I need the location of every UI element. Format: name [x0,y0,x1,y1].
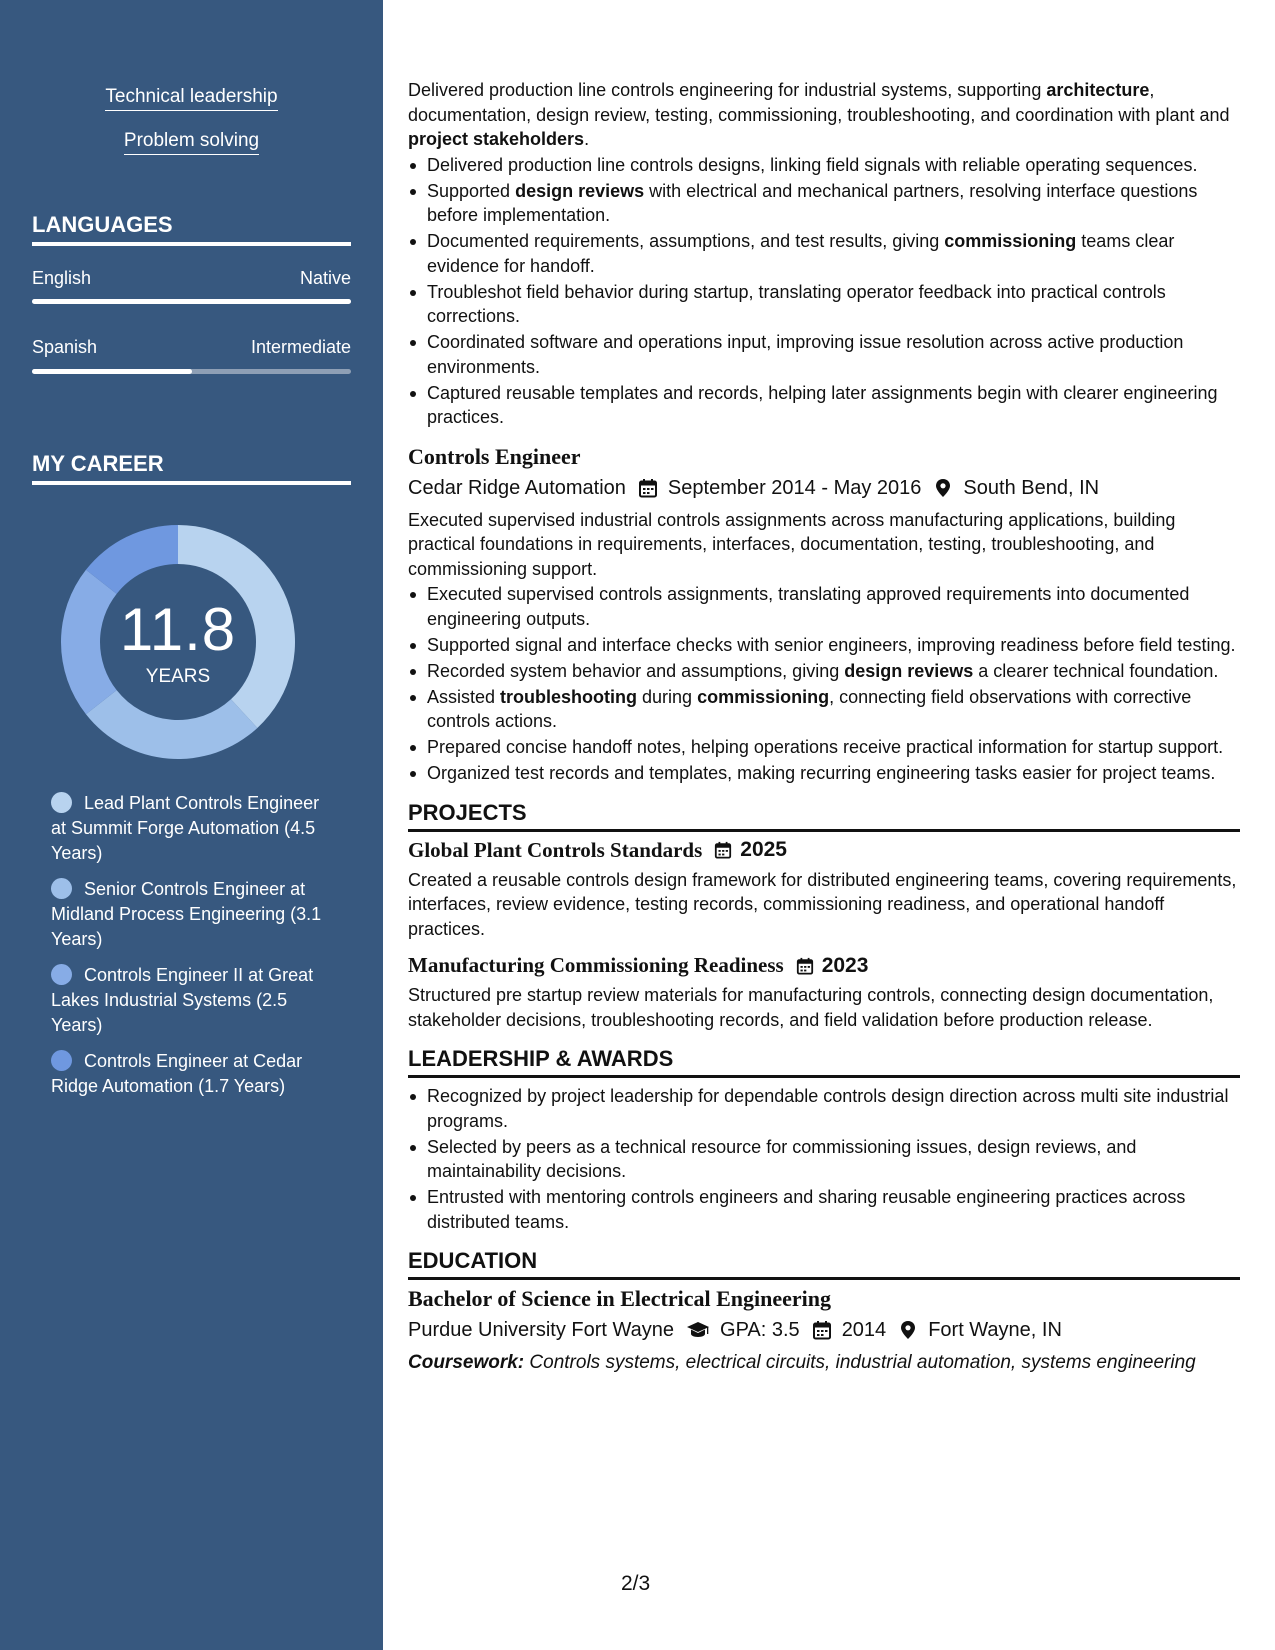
text-segment: Troubleshot field behavior during startup, translating operator feedback into practical controls corrections. [427,281,1166,326]
coursework-text: Controls systems, electrical circuits, industrial automation, systems engineering [524,1352,1196,1373]
education-heading: EDUCATION [408,1248,1240,1280]
company-name: Cedar Ridge Automation [408,476,626,499]
bullet-item [408,1185,1240,1234]
text-segment: Coordinated software and operations input, improving issue resolution across active production environments. [427,332,1184,377]
job-bullets [408,582,1240,786]
legend-dot [51,792,72,813]
bold-keyword: architecture [1046,80,1150,100]
text-segment: a clearer technical foundation. [973,660,1219,681]
text-segment: Documented requirements, assumptions, and test results, giving [427,231,945,251]
graduation-cap-icon [686,1320,710,1340]
language-bar-fill [32,299,351,304]
project-title: Global Plant Controls Standards 2025 [408,837,787,862]
project-title: Manufacturing Commissioning Readiness 2023 [408,953,869,977]
calendar-icon [812,1320,832,1340]
bold-keyword: troubleshooting [500,686,638,707]
language-level: Native [299,268,351,288]
bullet-item [408,1084,1240,1133]
skill-item: Technical leadership [0,86,383,111]
text-segment: during [637,686,698,707]
awards-heading: LEADERSHIP & AWARDS [408,1046,1240,1078]
text-segment: Executed supervised controls assignments, translating approved requirements into documented engineering outputs. [427,584,1190,629]
career-legend-item: Senior Controls Engineer at Midland Process Engineering (3.1 Years) [51,879,322,949]
career-heading: MY CAREER [32,451,351,485]
calendar-icon [796,957,814,975]
project-year: 2025 [740,838,787,861]
text-segment: Selected by peers as a technical resource for commissioning issues, design reviews, and maintainability decisions. [427,1136,1137,1181]
text-segment: Prepared concise handoff notes, helping operations receive practical information for startup support. [427,737,1224,757]
career-legend-item: Lead Plant Controls Engineer at Summit Forge Automation (4.5 Years) [51,793,320,863]
location-pin-icon [898,1320,918,1340]
job-location: South Bend, IN [963,476,1100,499]
language-bar [32,369,351,374]
project-year: 2023 [821,953,869,977]
experience-bullets [408,153,1240,430]
job-summary [408,508,1240,582]
bullet-item [408,381,1240,430]
location-pin-icon [933,478,953,498]
page-number: 2/3 [621,1572,651,1595]
bullet-item [408,685,1240,734]
career-total-value: 11.8 [119,596,237,663]
legend-dot [51,1050,72,1071]
languages-heading: LANGUAGES [32,212,351,246]
text-segment: Recorded system behavior and assumptions, giving [427,660,845,681]
bold-keyword: design reviews [844,660,974,681]
career-legend-item: Controls Engineer II at Great Lakes Industrial Systems (2.5 Years) [51,965,314,1035]
school-name: Purdue University Fort Wayne [408,1319,675,1341]
coursework-label: Coursework: [408,1352,525,1373]
text-segment: Recognized by project leadership for dependable controls design direction across multi site industrial programs. [427,1086,1229,1131]
text-segment: , documentation, design review, testing, commissioning, troubleshooting, and coordination with plant and [408,80,1230,125]
career-total-unit: YEARS [145,666,211,687]
job-dates: September 2014 - May 2016 [667,476,922,499]
skill-item: Problem solving [0,130,383,155]
bullet-item [408,179,1240,228]
career-legend-item: Controls Engineer at Cedar Ridge Automation (1.7 Years) [51,1051,303,1096]
gpa: GPA: 3.5 [720,1319,800,1341]
text-segment: , connecting field observations with corrective controls actions. [427,686,1192,731]
bullet-item [408,761,1240,786]
language-bar-fill [32,369,192,374]
project-description: Structured pre startup review materials for manufacturing controls, connecting design documentation, stakeholder decisions, troubleshooting records, and field validation before production release. [408,985,1214,1030]
career-total [61,596,295,688]
text-segment: Entrusted with mentoring controls engineers and sharing reusable engineering practices across distributed teams. [427,1187,1186,1232]
bullet-item [408,229,1240,278]
text-segment: Supported [427,180,516,201]
bullet-item [408,330,1240,379]
language-bar [32,299,351,304]
donut-slice [86,690,257,759]
language-level: Intermediate [250,337,351,357]
language-row [32,337,351,358]
bold-keyword: design reviews [515,180,645,201]
text-segment: Delivered production line controls designs, linking field signals with reliable operating sequences. [427,154,1198,175]
text-segment: teams clear evidence for handoff. [427,231,1175,276]
bullet-item [408,633,1240,658]
project-description: Created a reusable controls design framework for distributed engineering teams, covering requirements, interfaces, review evidence, testing records, commissioning readiness, and operational handoff practices. [408,869,1237,939]
bullet-item [408,153,1240,178]
main-content [408,78,1240,1375]
bullet-item [408,1135,1240,1184]
text-segment: . [584,129,590,149]
text-segment: Supported signal and interface checks with senior engineers, improving readiness before field testing. [427,634,1236,655]
bullet-item [408,582,1240,631]
job-meta [408,474,1240,502]
projects-heading: PROJECTS [408,800,1240,832]
text-segment: Delivered production line controls engineering for industrial systems, supporting [408,80,1047,100]
bold-keyword: commissioning [944,231,1077,251]
bold-keyword: project stakeholders [408,129,585,149]
bullet-item [408,280,1240,329]
text-segment: Organized test records and templates, making recurring engineering tasks easier for project teams. [427,763,1216,783]
legend-dot [51,878,72,899]
calendar-icon [638,478,658,498]
education-meta [408,1316,1240,1344]
language-name: English [32,268,92,288]
text-segment: Captured reusable templates and records, helping later assignments begin with clearer engineering practices. [427,382,1218,427]
bullet-item [408,659,1240,684]
bullet-item [408,735,1240,760]
education-location: Fort Wayne, IN [928,1319,1062,1341]
text-segment: with electrical and mechanical partners, resolving interface questions before implementation. [427,180,1198,225]
sidebar [0,0,383,1650]
awards-bullets [408,1084,1240,1234]
calendar-icon [714,841,732,859]
graduation-year: 2014 [841,1319,887,1341]
degree-title: Bachelor of Science in Electrical Engineering [408,1286,832,1311]
bold-keyword: commissioning [697,686,830,707]
job-title: Controls Engineer [408,443,581,469]
language-name: Spanish [32,337,98,357]
text-segment: Assisted [427,686,501,707]
coursework [408,1350,1240,1375]
legend-dot [51,964,72,985]
language-row [32,268,351,289]
experience-summary [408,78,1240,152]
text-segment: Executed supervised industrial controls assignments across manufacturing applications, building practical foundations in requirements, interfaces, documentation, testing, troubleshooting, and commissioning support. [408,509,1176,579]
